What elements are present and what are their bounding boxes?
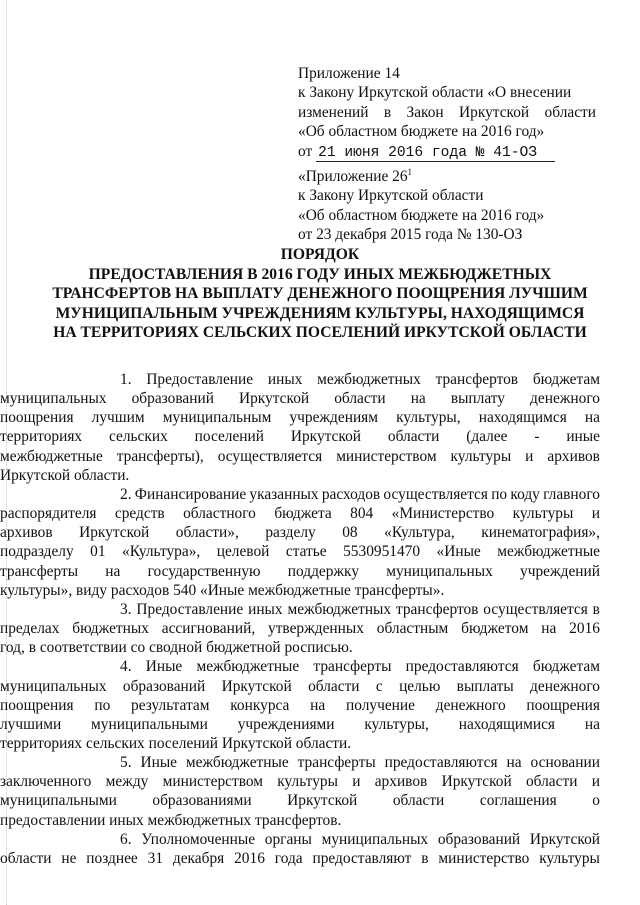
word: денежного	[435, 696, 506, 714]
word: трансфертов	[435, 371, 519, 388]
word: денежного	[530, 677, 600, 695]
paragraph-line	[120, 753, 600, 772]
paragraph-line	[0, 523, 600, 542]
header-word: в	[383, 103, 392, 121]
word: средств	[114, 505, 165, 523]
word: муниципальных	[321, 830, 429, 848]
word: о	[592, 792, 600, 810]
word: органы	[264, 830, 312, 848]
word: области	[392, 792, 445, 810]
paragraph-p4	[0, 657, 600, 753]
word: 08	[342, 524, 358, 542]
word: Иные	[140, 754, 177, 772]
word: межбюджетные	[497, 543, 600, 561]
word: иных	[267, 371, 303, 388]
paragraph-line: Иркутской области.	[0, 466, 130, 484]
word: поселений	[194, 428, 265, 446]
header-word: Закон	[406, 103, 444, 121]
word: и	[525, 447, 534, 465]
word: муниципальных	[386, 562, 493, 580]
word: основании	[530, 754, 600, 772]
original-appendix-header	[298, 163, 598, 245]
word: 5530951470	[343, 543, 421, 561]
header-word: области	[544, 103, 596, 121]
word: осуществляется	[217, 447, 323, 465]
word: 6.	[120, 830, 132, 848]
word: Иркутской	[441, 773, 512, 791]
word: результатам	[131, 696, 210, 714]
word: предоставляются	[384, 754, 498, 772]
title-line: ПРЕДОСТАВЛЕНИЯ В 2016 ГОДУ ИНЫХ МЕЖБЮДЖЕТНЫХ	[88, 265, 552, 283]
word: декабря	[172, 849, 225, 867]
paragraph-line	[0, 447, 600, 466]
word: иные	[566, 428, 600, 446]
paragraph-line	[0, 427, 600, 446]
word: муниципальными	[0, 792, 117, 810]
word: выплаты	[456, 677, 514, 695]
word: министерством	[162, 773, 264, 791]
paragraph-line	[120, 657, 600, 676]
paragraph-p2	[0, 485, 600, 600]
word: межбюджетные	[0, 447, 103, 465]
word: бюджетам	[532, 371, 600, 388]
title-line: НА ТЕРРИТОРИЯХ СЕЛЬСКИХ ПОСЕЛЕНИЙ ИРКУТСКОЙ ОБЛАСТИ	[53, 324, 587, 342]
word: «Культура,	[384, 524, 455, 542]
word: выплату	[450, 390, 505, 408]
word: 31	[147, 849, 164, 867]
word: Иркутской	[79, 524, 150, 542]
word: поощрения	[0, 696, 74, 714]
word: находящимися	[458, 715, 556, 733]
word: архивов	[374, 773, 428, 791]
law-title-line: «Об областном бюджете на 2016 год»	[298, 123, 545, 141]
word: трансфертов	[395, 600, 479, 618]
word: бюджетных	[72, 620, 149, 638]
word: на	[410, 390, 426, 408]
original-appendix-number: «Приложение $26^1$	[298, 167, 413, 185]
word: ассигнований,	[161, 620, 256, 638]
word: сельских	[108, 428, 168, 446]
word: министерством	[336, 447, 437, 465]
word: распорядителя	[0, 505, 97, 523]
word: утвержденных	[268, 620, 364, 638]
word: территориях	[0, 428, 83, 446]
word: трансферты	[313, 658, 392, 676]
word: образований	[131, 390, 214, 408]
paragraph-line	[0, 542, 600, 561]
word: трансферты),	[116, 447, 204, 465]
paragraph-line	[0, 696, 600, 715]
word: поддержку	[287, 562, 360, 580]
date-value: 21 июня 2016 года № 41-ОЗ	[316, 145, 555, 162]
word: на	[105, 562, 121, 580]
word: целью	[399, 677, 441, 695]
word: муниципальными	[91, 715, 208, 733]
paragraph-line	[0, 562, 600, 581]
paragraph-line	[0, 791, 600, 810]
word: поощрения	[526, 696, 600, 714]
word: «Министерство	[391, 505, 495, 523]
word: Уполномоченные	[141, 830, 256, 848]
title-line: ТРАНСФЕРТОВ НА ВЫПЛАТУ ДЕНЕЖНОГО ПООЩРЕНИЯ ЛУЧШИМ	[52, 285, 588, 303]
word: учреждениям	[289, 409, 379, 427]
word: Предоставление	[146, 371, 254, 388]
word: находящимся	[478, 409, 567, 427]
word: (далее	[466, 428, 508, 446]
word: трансферты	[0, 562, 79, 580]
paragraph-p3	[0, 600, 600, 657]
word: в	[421, 849, 429, 867]
word: и	[352, 773, 361, 791]
word: министерство	[438, 849, 530, 867]
paragraph-line: культуры», виду расходов 540 «Иные межбюджетные трансферты».	[0, 581, 445, 599]
word: 01	[90, 543, 106, 561]
title-line: МУНИЦИПАЛЬНЫМ УЧРЕЖДЕНИЯМ КУЛЬТУРЫ, НАХОДЯЩИМСЯ	[55, 304, 585, 322]
word: межбюджетных	[287, 600, 392, 618]
word: муниципальным	[162, 409, 272, 427]
word: -	[534, 428, 540, 446]
word: культуры,	[396, 409, 461, 427]
word: по	[94, 696, 111, 714]
paragraph-p5	[0, 753, 600, 830]
paragraph-line	[0, 504, 600, 523]
word: коду	[510, 485, 540, 503]
word: трансферты	[297, 754, 376, 772]
word: Иркутской	[287, 792, 358, 810]
word: соглашения	[479, 792, 557, 810]
word: осуществляется	[483, 600, 588, 618]
word: образований	[122, 677, 206, 695]
word: позднее	[86, 849, 138, 867]
paragraph-line: год, в соответствии со сводной бюджетной росписью.	[0, 639, 353, 657]
word: муниципальных	[0, 390, 107, 408]
word: не	[61, 849, 77, 867]
word: на	[584, 409, 600, 427]
word: 5.	[120, 754, 132, 772]
word: с	[375, 677, 383, 695]
paragraph-line: территориях сельских поселений Иркутской области.	[0, 734, 352, 752]
paragraph-line	[0, 772, 600, 791]
word: 2016	[234, 849, 265, 867]
title-line: ПОРЯДОК	[280, 246, 360, 263]
word: Иркутской	[290, 428, 362, 446]
word: на	[506, 754, 522, 772]
paragraph-line	[0, 715, 600, 734]
word: целевой	[216, 543, 270, 561]
word: учреждений	[520, 562, 600, 580]
word: и	[591, 505, 600, 523]
paragraph-line	[0, 677, 600, 696]
word: между	[105, 773, 149, 791]
document-title	[40, 245, 600, 343]
word: бюджета	[274, 505, 332, 523]
original-law-reference: к Закону Иркутской области	[298, 187, 484, 205]
word: конкурса	[230, 696, 290, 714]
word: 2.	[120, 485, 132, 503]
word: Иркутской	[221, 677, 292, 695]
original-law-date: от 23 декабря 2015 года № 130-ОЗ	[298, 226, 523, 244]
law-reference-line: к Закону Иркутской области «О внесении	[298, 84, 572, 102]
word: предоставляют	[312, 849, 412, 867]
word: культуры	[277, 773, 338, 791]
word: межбюджетные	[196, 658, 300, 676]
word: 804	[350, 505, 374, 523]
word: области	[308, 677, 360, 695]
word: межбюджетных	[317, 371, 421, 388]
word: года	[274, 849, 303, 867]
word: заключенного	[0, 773, 92, 791]
word: «Иные	[436, 543, 481, 561]
word: культуры	[539, 849, 600, 867]
word: образований	[437, 830, 521, 848]
word: 4.	[120, 658, 132, 676]
word: области	[387, 428, 440, 446]
word: Иркутской	[529, 830, 600, 848]
word: в	[592, 600, 600, 618]
word: главного	[543, 485, 600, 503]
word: Финансирование	[134, 485, 247, 503]
paragraph-line	[120, 370, 600, 389]
word: лучшими	[0, 715, 62, 733]
word: на	[310, 696, 326, 714]
adoption-date-line	[298, 142, 596, 162]
appendix-header	[298, 64, 596, 162]
word: областного	[183, 505, 256, 523]
paragraph-line	[120, 830, 600, 849]
word: 3.	[120, 600, 132, 618]
word: учреждениями	[237, 715, 335, 733]
word: лучшим	[91, 409, 145, 427]
word: образованиями	[152, 792, 252, 810]
word: Предоставление	[136, 600, 244, 618]
word: области	[0, 849, 52, 867]
header-word: изменений	[298, 103, 369, 121]
word: государственную	[147, 562, 261, 580]
word: разделу	[265, 524, 316, 542]
word: пределах	[0, 620, 60, 638]
word: денежного	[530, 390, 600, 408]
word: культуры,	[364, 715, 429, 733]
word: области	[525, 773, 578, 791]
word: по	[491, 485, 508, 503]
word: бюджетом	[461, 620, 529, 638]
word: Иркутской	[239, 390, 310, 408]
word: области	[334, 390, 386, 408]
paragraph-line	[0, 389, 600, 408]
paragraph-line: предоставлении иных межбюджетных трансфертов.	[0, 811, 342, 829]
date-prefix: от	[298, 142, 313, 160]
paragraph-line	[120, 485, 600, 504]
original-law-title: «Об областном бюджете на 2016 год»	[298, 206, 545, 224]
word: муниципальных	[0, 677, 107, 695]
word: 2016	[569, 620, 600, 638]
header-word: Иркутской	[459, 103, 530, 121]
word: статье	[285, 543, 327, 561]
word: бюджетам	[532, 658, 600, 676]
word: и	[591, 773, 600, 791]
word: кинематография»,	[481, 524, 600, 542]
word: архивов	[0, 524, 53, 542]
word: иных	[248, 600, 283, 618]
word: осуществляется	[383, 485, 488, 503]
word: «Культура»,	[122, 543, 201, 561]
paragraph-line	[0, 408, 600, 427]
paragraph-line	[0, 849, 600, 868]
word: 1.	[120, 371, 132, 388]
word: области»,	[175, 524, 239, 542]
word: предоставляются	[405, 658, 519, 676]
law-reference-line-justified	[298, 103, 596, 122]
word: указанных	[249, 485, 319, 503]
word: культуры	[512, 505, 574, 523]
word: на	[541, 620, 557, 638]
word: подразделу	[0, 543, 74, 561]
word: поощрения	[0, 409, 74, 427]
paragraph-line	[0, 619, 600, 638]
word: расходов	[321, 485, 381, 503]
word: межбюджетные	[185, 754, 289, 772]
document-body	[0, 370, 600, 868]
appendix-number: Приложение 14	[298, 65, 400, 82]
paragraph-line	[120, 600, 600, 619]
word: на	[584, 715, 600, 733]
paragraph-p6	[0, 830, 600, 868]
word: получение	[345, 696, 415, 714]
paragraph-p1	[0, 370, 600, 485]
word: Иные	[145, 658, 183, 676]
word: архивов	[547, 447, 600, 465]
word: областным	[376, 620, 449, 638]
word: культуры	[450, 447, 512, 465]
